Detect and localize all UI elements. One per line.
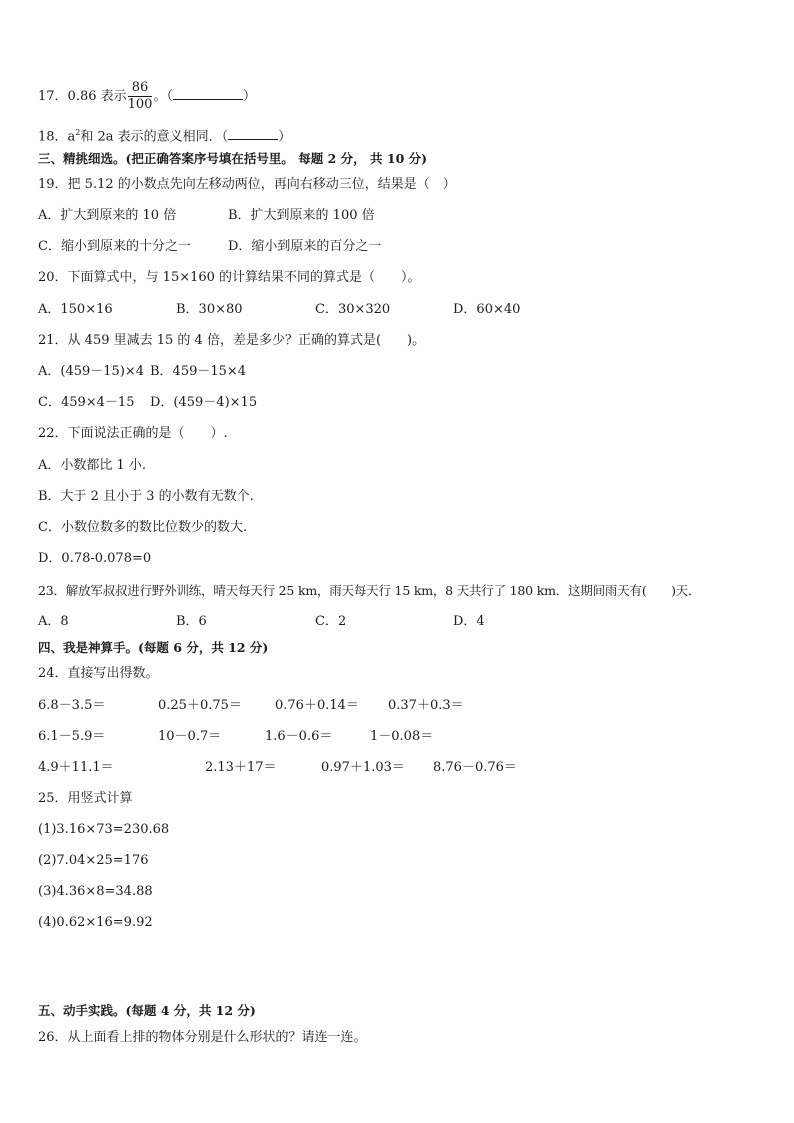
q17-fraction bbox=[128, 80, 153, 113]
q24-r2-c3: 1.6－0.6＝ bbox=[265, 729, 333, 744]
question-22-stem: 22．下面说法正确的是（ ）. bbox=[38, 426, 228, 441]
q24-r1-c3: 0.76＋0.14＝ bbox=[275, 698, 359, 713]
q25-item-1: (1)3.16×73=230.68 bbox=[38, 822, 170, 837]
q23-option-a[interactable]: A．8 bbox=[38, 614, 69, 629]
q17-answer-blank[interactable] bbox=[173, 87, 243, 100]
q17-numerator: 86 bbox=[128, 80, 153, 97]
q22-option-a[interactable]: A．小数都比 1 小. bbox=[38, 458, 147, 473]
question-18 bbox=[38, 125, 291, 145]
question-25-stem: 25．用竖式计算 bbox=[38, 791, 133, 806]
q20-option-d[interactable]: D．60×40 bbox=[453, 302, 521, 317]
q24-r1-c1: 6.8－3.5＝ bbox=[38, 698, 106, 713]
q23-option-d[interactable]: D．4 bbox=[453, 614, 485, 629]
q24-r3-c1: 4.9＋11.1＝ bbox=[38, 760, 114, 775]
q17-text-3: ） bbox=[242, 89, 256, 104]
q22-option-d[interactable]: D．0.78-0.078=0 bbox=[38, 551, 152, 566]
section-3-heading: 三、精挑细选。(把正确答案序号填在括号里。 每题 2 分， 共 10 分) bbox=[38, 151, 428, 166]
question-21-stem: 21．从 459 里减去 15 的 4 倍，差是多少？正确的算式是( )。 bbox=[38, 333, 426, 348]
q21-option-c[interactable]: C．459×4－15 bbox=[38, 395, 135, 410]
q24-r2-c4: 1－0.08＝ bbox=[370, 729, 434, 744]
q18-answer-blank[interactable] bbox=[228, 127, 278, 140]
q17-text: 17．0.86 表示 bbox=[38, 89, 127, 104]
q19-option-c[interactable]: C．缩小到原来的十分之一 bbox=[38, 239, 191, 254]
q19-option-a[interactable]: A．扩大到原来的 10 倍 bbox=[38, 208, 177, 223]
q24-r3-c3: 0.97＋1.03＝ bbox=[321, 760, 405, 775]
q17-text-2: 。（ bbox=[153, 89, 173, 104]
q24-r2-c1: 6.1－5.9＝ bbox=[38, 729, 106, 744]
q19-option-d[interactable]: D．缩小到原来的百分之一 bbox=[228, 239, 382, 254]
q25-item-2: (2)7.04×25=176 bbox=[38, 853, 149, 868]
q18-superscript: 2 bbox=[75, 128, 81, 137]
q24-r1-c2: 0.25＋0.75＝ bbox=[158, 698, 242, 713]
q20-option-c[interactable]: C．30×320 bbox=[315, 302, 391, 317]
question-19-stem: 19．把 5.12 的小数点先向左移动两位，再向右移动三位，结果是（ ） bbox=[38, 177, 456, 192]
q23-option-c[interactable]: C．2 bbox=[315, 614, 347, 629]
question-17 bbox=[38, 80, 256, 113]
question-26-stem: 26．从上面看上排的物体分别是什么形状的？请连一连。 bbox=[38, 1030, 367, 1045]
q22-option-b[interactable]: B．大于 2 且小于 3 的小数有无数个. bbox=[38, 489, 254, 504]
q23-option-b[interactable]: B．6 bbox=[176, 614, 207, 629]
question-24-stem: 24．直接写出得数。 bbox=[38, 666, 159, 681]
q25-item-3: (3)4.36×8=34.88 bbox=[38, 884, 153, 899]
q24-r1-c4: 0.37＋0.3＝ bbox=[388, 698, 464, 713]
q24-r3-c2: 2.13＋17＝ bbox=[205, 760, 277, 775]
q20-option-a[interactable]: A．150×16 bbox=[38, 302, 113, 317]
q25-item-4: (4)0.62×16=9.92 bbox=[38, 915, 153, 930]
q18-text-3: ） bbox=[278, 129, 292, 145]
q18-text: 18．a bbox=[38, 129, 76, 145]
q20-option-b[interactable]: B．30×80 bbox=[176, 302, 243, 317]
q18-text-2: 和 2a 表示的意义相同．（ bbox=[80, 129, 229, 145]
question-23-stem: 23．解放军叔叔进行野外训练，晴天每天行 25 km，雨天每天行 15 km，8 天共行了 180 km．这期间雨天有( )天． bbox=[38, 583, 701, 598]
q24-r2-c2: 10－0.7＝ bbox=[158, 729, 222, 744]
question-20-stem: 20．下面算式中，与 15×160 的计算结果不同的算式是（ ）。 bbox=[38, 270, 421, 285]
q24-r3-c4: 8.76－0.76＝ bbox=[433, 760, 517, 775]
q22-option-c[interactable]: C．小数位数多的数比位数少的数大. bbox=[38, 520, 248, 535]
q21-option-d[interactable]: D．(459－4)×15 bbox=[150, 395, 258, 410]
section-5-heading: 五、动手实践。(每题 4 分，共 12 分) bbox=[38, 1003, 256, 1018]
q17-denominator: 100 bbox=[127, 97, 153, 112]
q19-option-b[interactable]: B．扩大到原来的 100 倍 bbox=[228, 208, 375, 223]
section-4-heading: 四、我是神算手。(每题 6 分，共 12 分) bbox=[38, 640, 269, 655]
q21-option-a[interactable]: A．(459－15)×4 bbox=[38, 364, 145, 379]
q21-option-b[interactable]: B．459－15×4 bbox=[150, 364, 247, 379]
